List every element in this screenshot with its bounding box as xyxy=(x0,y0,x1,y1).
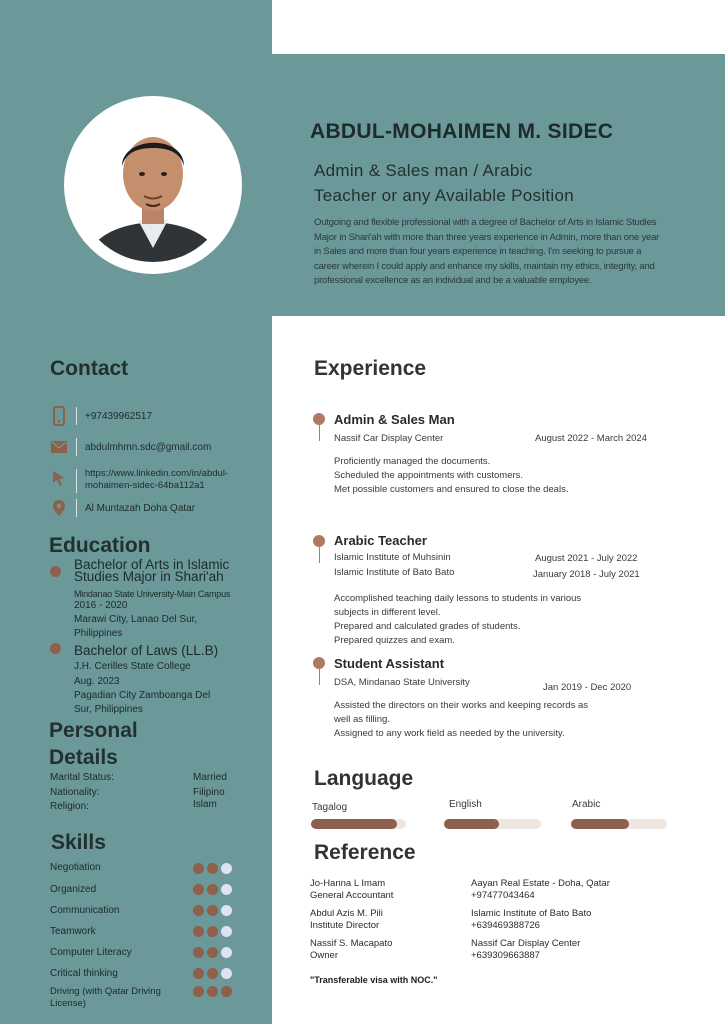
profile-summary: Outgoing and flexible professional with a degree of Bachelor of Arts in Islamic Studies Major in Shari'ah with more than three years experience in Admin, more than one year in Sales and more than four years experience in teaching. I'm seeking to pursue a career wherein I could apply and enhance my skills, maintain my ethics, integrity, and professional excellence as an individual and be a valuable employee. xyxy=(314,217,660,287)
contact-heading: Contact xyxy=(50,357,129,380)
skill-rating xyxy=(193,863,232,874)
language-label: English xyxy=(449,799,482,810)
job-date: August 2021 - July 2022 xyxy=(535,553,638,564)
school-years: 2016 - 2020 xyxy=(74,600,128,611)
rating-dot-icon xyxy=(193,884,204,895)
reference-position: Owner xyxy=(310,950,338,961)
job-description xyxy=(334,455,674,497)
skill-rating xyxy=(193,905,232,916)
job-title-line: Teacher or any Available Position xyxy=(314,186,575,205)
rating-dot-icon xyxy=(207,905,218,916)
rating-dot-icon xyxy=(207,986,218,997)
divider xyxy=(76,499,77,517)
skill-rating xyxy=(193,986,232,997)
school-years: Aug. 2023 xyxy=(74,676,120,687)
timeline-marker-icon xyxy=(313,535,325,547)
timeline-line xyxy=(319,669,320,685)
phone-icon xyxy=(48,406,70,426)
skill-label: Negotiation xyxy=(50,862,101,873)
description-line: subjects in different level. xyxy=(334,607,441,618)
language-level-bar xyxy=(444,819,541,829)
rating-dot-icon xyxy=(193,968,204,979)
skill-label: Teamwork xyxy=(50,926,96,937)
description-line: well as filling. xyxy=(334,714,390,725)
skill-rating xyxy=(193,926,232,937)
marital-status-value: Married xyxy=(193,772,227,783)
reference-name: Abdul Azis M. Pili xyxy=(310,908,383,919)
skill-rating xyxy=(193,968,232,979)
reference-position: Institute Director xyxy=(310,920,380,931)
rating-dot-icon xyxy=(207,884,218,895)
education-heading: Education xyxy=(49,534,151,557)
rating-dot-icon xyxy=(207,863,218,874)
skill-label: Critical thinking xyxy=(50,968,118,979)
contact-linkedin xyxy=(48,468,268,498)
rating-dot-icon xyxy=(193,905,204,916)
language-level-bar xyxy=(571,819,667,829)
school-place: Philippines xyxy=(74,628,123,639)
skills-heading: Skills xyxy=(51,831,106,854)
timeline-marker-icon xyxy=(313,413,325,425)
rating-dot-icon xyxy=(221,926,232,937)
skill-label: Communication xyxy=(50,905,120,916)
job-title: Student Assistant xyxy=(334,656,445,671)
skill-label: Computer Literacy xyxy=(50,947,132,958)
degree-title: Bachelor of Laws (LL.B) xyxy=(74,643,219,658)
reference-company: Aayan Real Estate - Doha, Qatar xyxy=(471,878,610,889)
profile-photo xyxy=(76,108,230,262)
mail-icon xyxy=(48,437,70,457)
language-level-fill xyxy=(311,819,397,829)
degree-title: Studies Major in Shari'ah xyxy=(74,569,224,584)
cursor-icon xyxy=(48,468,70,488)
job-description xyxy=(334,699,674,741)
job-title: Admin & Sales Man xyxy=(334,412,455,427)
experience-heading: Experience xyxy=(314,357,427,380)
job-organization: Islamic Institute of Bato Bato xyxy=(334,567,455,578)
description-line: Proficiently managed the documents. xyxy=(334,456,491,467)
bullet-icon xyxy=(50,566,61,577)
language-label: Arabic xyxy=(572,799,601,810)
language-heading: Language xyxy=(314,767,414,790)
address-text: Al Muntazah Doha Qatar xyxy=(85,503,196,514)
rating-dot-icon xyxy=(207,968,218,979)
degree-title: Bachelor of Arts in Islamic xyxy=(74,557,230,572)
religion-label: Religion: xyxy=(50,801,89,812)
contact-phone xyxy=(48,406,268,428)
profile-photo-frame xyxy=(64,96,242,274)
phone-text[interactable]: +97439962517 xyxy=(85,411,153,422)
description-line: Prepared quizzes and exam. xyxy=(334,635,455,646)
skill-label: Organized xyxy=(50,884,97,895)
skill-rating xyxy=(193,884,232,895)
heading-line: Details xyxy=(49,746,118,769)
school-name: J.H. Cerilles State College xyxy=(74,661,191,672)
divider xyxy=(76,469,77,493)
timeline-line xyxy=(319,547,320,563)
rating-dot-icon xyxy=(221,947,232,958)
linkedin-line: mohaimen-sidec-64ba112a1 xyxy=(85,480,205,491)
divider xyxy=(76,438,77,456)
reference-heading: Reference xyxy=(314,841,416,864)
reference-phone[interactable]: +639469388726 xyxy=(471,920,540,931)
contact-email xyxy=(48,437,268,459)
linkedin-link[interactable] xyxy=(85,468,228,492)
reference-company: Islamic Institute of Bato Bato xyxy=(471,908,592,919)
nationality-label: Nationality: xyxy=(50,787,100,798)
divider xyxy=(76,407,77,425)
reference-position: General Accountant xyxy=(310,890,394,901)
location-pin-icon xyxy=(48,498,70,518)
heading-line: Personal xyxy=(49,719,138,742)
rating-dot-icon xyxy=(207,947,218,958)
description-line: Prepared and calculated grades of students. xyxy=(334,621,521,632)
job-title-line: Admin & Sales man / Arabic xyxy=(314,161,533,180)
job-date: January 2018 - July 2021 xyxy=(533,569,640,580)
job-date: August 2022 - March 2024 xyxy=(535,433,647,444)
reference-phone[interactable]: +639309663887 xyxy=(471,950,540,961)
visa-note: "Transferable visa with NOC." xyxy=(310,975,438,985)
marital-status-label: Marital Status: xyxy=(50,772,114,783)
reference-phone[interactable]: +97477043464 xyxy=(471,890,535,901)
reference-name: Nassif S. Macapato xyxy=(310,938,393,949)
rating-dot-icon xyxy=(221,863,232,874)
linkedin-line: https://www.linkedin.com/in/abdul- xyxy=(85,468,229,479)
reference-company: Nassif Car Display Center xyxy=(471,938,581,949)
full-name: ABDUL-MOHAIMEN M. SIDEC xyxy=(310,120,614,143)
rating-dot-icon xyxy=(193,986,204,997)
rating-dot-icon xyxy=(221,905,232,916)
school-name: Mindanao State University-Main Campus xyxy=(74,589,231,599)
timeline-line xyxy=(319,425,320,441)
job-title: Arabic Teacher xyxy=(334,533,427,548)
description-line: Assisted the directors on their works and keeping records as xyxy=(334,700,588,711)
school-place: Marawi City, Lanao Del Sur, xyxy=(74,614,198,625)
language-level-fill xyxy=(444,819,499,829)
religion-value: Islam xyxy=(193,799,217,810)
school-place: Sur, Philippines xyxy=(74,704,143,715)
contact-address xyxy=(48,498,268,520)
description-line: Scheduled the appointments with customers. xyxy=(334,470,524,481)
language-level-fill xyxy=(571,819,629,829)
job-organization: Nassif Car Display Center xyxy=(334,433,444,444)
rating-dot-icon xyxy=(221,968,232,979)
language-label: Tagalog xyxy=(312,802,348,813)
skill-label: Driving (with Qatar Driving License) xyxy=(50,986,161,1009)
nationality-value: Filipino xyxy=(193,787,225,798)
rating-dot-icon xyxy=(193,863,204,874)
description-line: Accomplished teaching daily lessons to students in various xyxy=(334,593,582,604)
bullet-icon xyxy=(50,643,61,654)
personal-details-heading xyxy=(49,717,138,771)
skill-rating xyxy=(193,947,232,958)
description-line: Met possible customers and ensured to close the deals. xyxy=(334,484,569,495)
rating-dot-icon xyxy=(207,926,218,937)
language-level-bar xyxy=(311,819,406,829)
email-text[interactable]: abdulmhmn.sdc@gmail.com xyxy=(85,442,212,453)
job-description xyxy=(334,592,674,648)
description-line: Assigned to any work field as needed by the university. xyxy=(334,728,565,739)
rating-dot-icon xyxy=(193,926,204,937)
job-title xyxy=(314,158,674,208)
reference-name: Jo-Hanna L Imam xyxy=(310,878,386,889)
school-place: Pagadian City Zamboanga Del xyxy=(74,690,211,701)
job-organization: Islamic Institute of Muhsinin xyxy=(334,552,451,563)
timeline-marker-icon xyxy=(313,657,325,669)
job-date: Jan 2019 - Dec 2020 xyxy=(543,682,632,693)
rating-dot-icon xyxy=(221,986,232,997)
job-organization: DSA, Mindanao State University xyxy=(334,677,470,688)
rating-dot-icon xyxy=(193,947,204,958)
rating-dot-icon xyxy=(221,884,232,895)
